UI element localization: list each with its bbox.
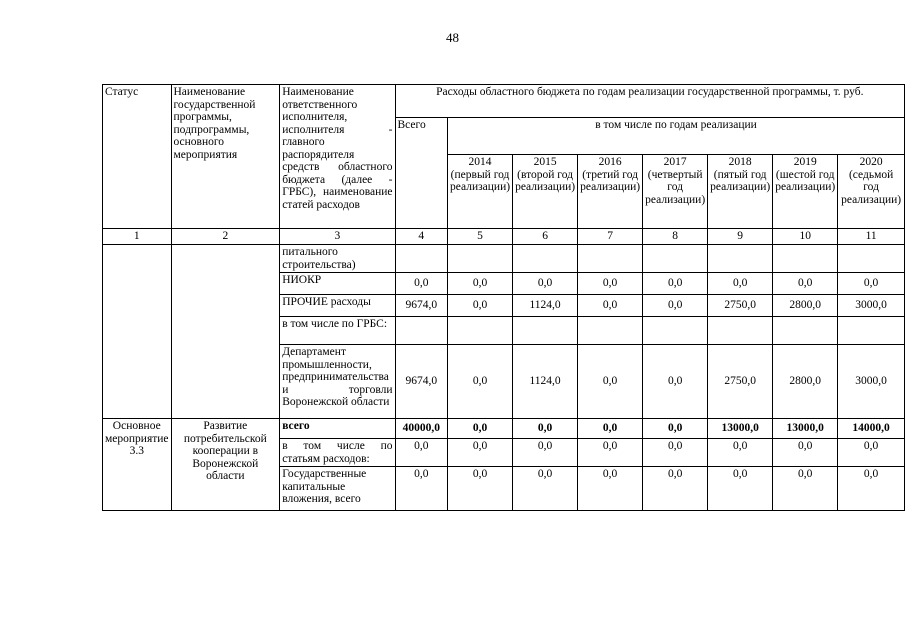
column-number: 10 [773, 229, 838, 245]
value-cell [643, 317, 708, 345]
header-year-5: 2019 (шестой год реализации) [773, 155, 838, 229]
value-cell: 0,0 [578, 439, 643, 467]
value-cell: 0,0 [643, 439, 708, 467]
header-year-6: 2020 (седьмой год реализации) [838, 155, 905, 229]
value-cell: 13000,0 [773, 419, 838, 439]
value-cell [838, 317, 905, 345]
row-label: Департамент промышленности, предпринимательства и торговли Воронежской области [280, 345, 395, 419]
value-cell: 0,0 [513, 419, 578, 439]
header-executor: Наименование ответственного исполнителя, исполнителя - главного распорядителя средств областного бюджета (далее - ГРБС), наименование статей расходов [280, 85, 395, 229]
value-cell [708, 245, 773, 273]
value-cell [513, 245, 578, 273]
column-number: 4 [395, 229, 448, 245]
value-cell: 0,0 [643, 345, 708, 419]
value-cell: 0,0 [773, 439, 838, 467]
value-cell: 0,0 [448, 419, 513, 439]
value-cell: 0,0 [643, 273, 708, 295]
value-cell: 0,0 [448, 345, 513, 419]
page-number: 48 [446, 30, 459, 45]
program-cell-empty [171, 245, 280, 419]
value-cell: 1124,0 [513, 295, 578, 317]
value-cell: 1124,0 [513, 345, 578, 419]
value-cell: 0,0 [513, 467, 578, 511]
header-year-2: 2016 (третий год реализации) [578, 155, 643, 229]
value-cell: 2800,0 [773, 295, 838, 317]
value-cell: 0,0 [708, 467, 773, 511]
value-cell: 0,0 [643, 419, 708, 439]
value-cell [578, 245, 643, 273]
header-year-1: 2015 (второй год реализации) [513, 155, 578, 229]
value-cell: 0,0 [838, 467, 905, 511]
value-cell: 40000,0 [395, 419, 448, 439]
row-label: в том числе по статьям расходов: [280, 439, 395, 467]
budget-table [102, 84, 905, 511]
header-total: Всего [395, 118, 448, 229]
header-year-3: 2017 (четвертый год реализации) [643, 155, 708, 229]
value-cell: 0,0 [395, 439, 448, 467]
value-cell: 0,0 [578, 419, 643, 439]
value-cell: 0,0 [513, 273, 578, 295]
table-row [103, 419, 905, 439]
value-cell: 0,0 [773, 467, 838, 511]
row-label: ПРОЧИЕ расходы [280, 295, 395, 317]
column-number: 7 [578, 229, 643, 245]
column-number: 9 [708, 229, 773, 245]
value-cell [448, 317, 513, 345]
column-number: 6 [513, 229, 578, 245]
row-label: НИОКР [280, 273, 395, 295]
value-cell: 9674,0 [395, 295, 448, 317]
value-cell [395, 317, 448, 345]
value-cell: 0,0 [708, 439, 773, 467]
header-by-years: в том числе по годам реализации [448, 118, 905, 155]
value-cell: 0,0 [578, 295, 643, 317]
value-cell: 9674,0 [395, 345, 448, 419]
table-row [103, 245, 905, 273]
value-cell: 0,0 [448, 295, 513, 317]
value-cell [708, 317, 773, 345]
value-cell [513, 317, 578, 345]
header-status: Статус [103, 85, 172, 229]
column-number: 8 [643, 229, 708, 245]
value-cell: 2750,0 [708, 295, 773, 317]
value-cell: 0,0 [643, 295, 708, 317]
column-number: 2 [171, 229, 280, 245]
column-number: 5 [448, 229, 513, 245]
value-cell: 3000,0 [838, 345, 905, 419]
column-number: 11 [838, 229, 905, 245]
value-cell: 0,0 [448, 467, 513, 511]
value-cell: 0,0 [395, 467, 448, 511]
value-cell [838, 245, 905, 273]
column-number: 3 [280, 229, 395, 245]
value-cell: 0,0 [838, 273, 905, 295]
value-cell [578, 317, 643, 345]
header-year-4: 2018 (пятый год реализации) [708, 155, 773, 229]
value-cell: 0,0 [643, 467, 708, 511]
value-cell [773, 317, 838, 345]
value-cell: 14000,0 [838, 419, 905, 439]
value-cell: 0,0 [395, 273, 448, 295]
header-program-name: Наименование государственной программы, подпрограммы, основного мероприятия [171, 85, 280, 229]
status-cell-empty [103, 245, 172, 419]
value-cell: 0,0 [448, 439, 513, 467]
value-cell: 0,0 [578, 345, 643, 419]
value-cell [773, 245, 838, 273]
header-year-0: 2014 (первый год реализации) [448, 155, 513, 229]
value-cell: 13000,0 [708, 419, 773, 439]
header-expenses-title: Расходы областного бюджета по годам реализации государственной программы, т. руб. [395, 85, 904, 118]
value-cell: 0,0 [578, 467, 643, 511]
row-label: всего [280, 419, 395, 439]
value-cell: 2750,0 [708, 345, 773, 419]
value-cell: 0,0 [773, 273, 838, 295]
row-label: Государственные капитальные вложения, всего [280, 467, 395, 511]
row-label: питального строительства) [280, 245, 395, 273]
section-status: Основное мероприятие 3.3 [103, 419, 172, 511]
value-cell: 0,0 [448, 273, 513, 295]
section-name: Развитие потребительской кооперации в Воронежской области [171, 419, 280, 511]
value-cell: 0,0 [578, 273, 643, 295]
value-cell [395, 245, 448, 273]
value-cell: 0,0 [513, 439, 578, 467]
value-cell [448, 245, 513, 273]
value-cell: 0,0 [708, 273, 773, 295]
column-number: 1 [103, 229, 172, 245]
value-cell: 0,0 [838, 439, 905, 467]
value-cell: 3000,0 [838, 295, 905, 317]
row-label: в том числе по ГРБС: [280, 317, 395, 345]
value-cell: 2800,0 [773, 345, 838, 419]
value-cell [643, 245, 708, 273]
